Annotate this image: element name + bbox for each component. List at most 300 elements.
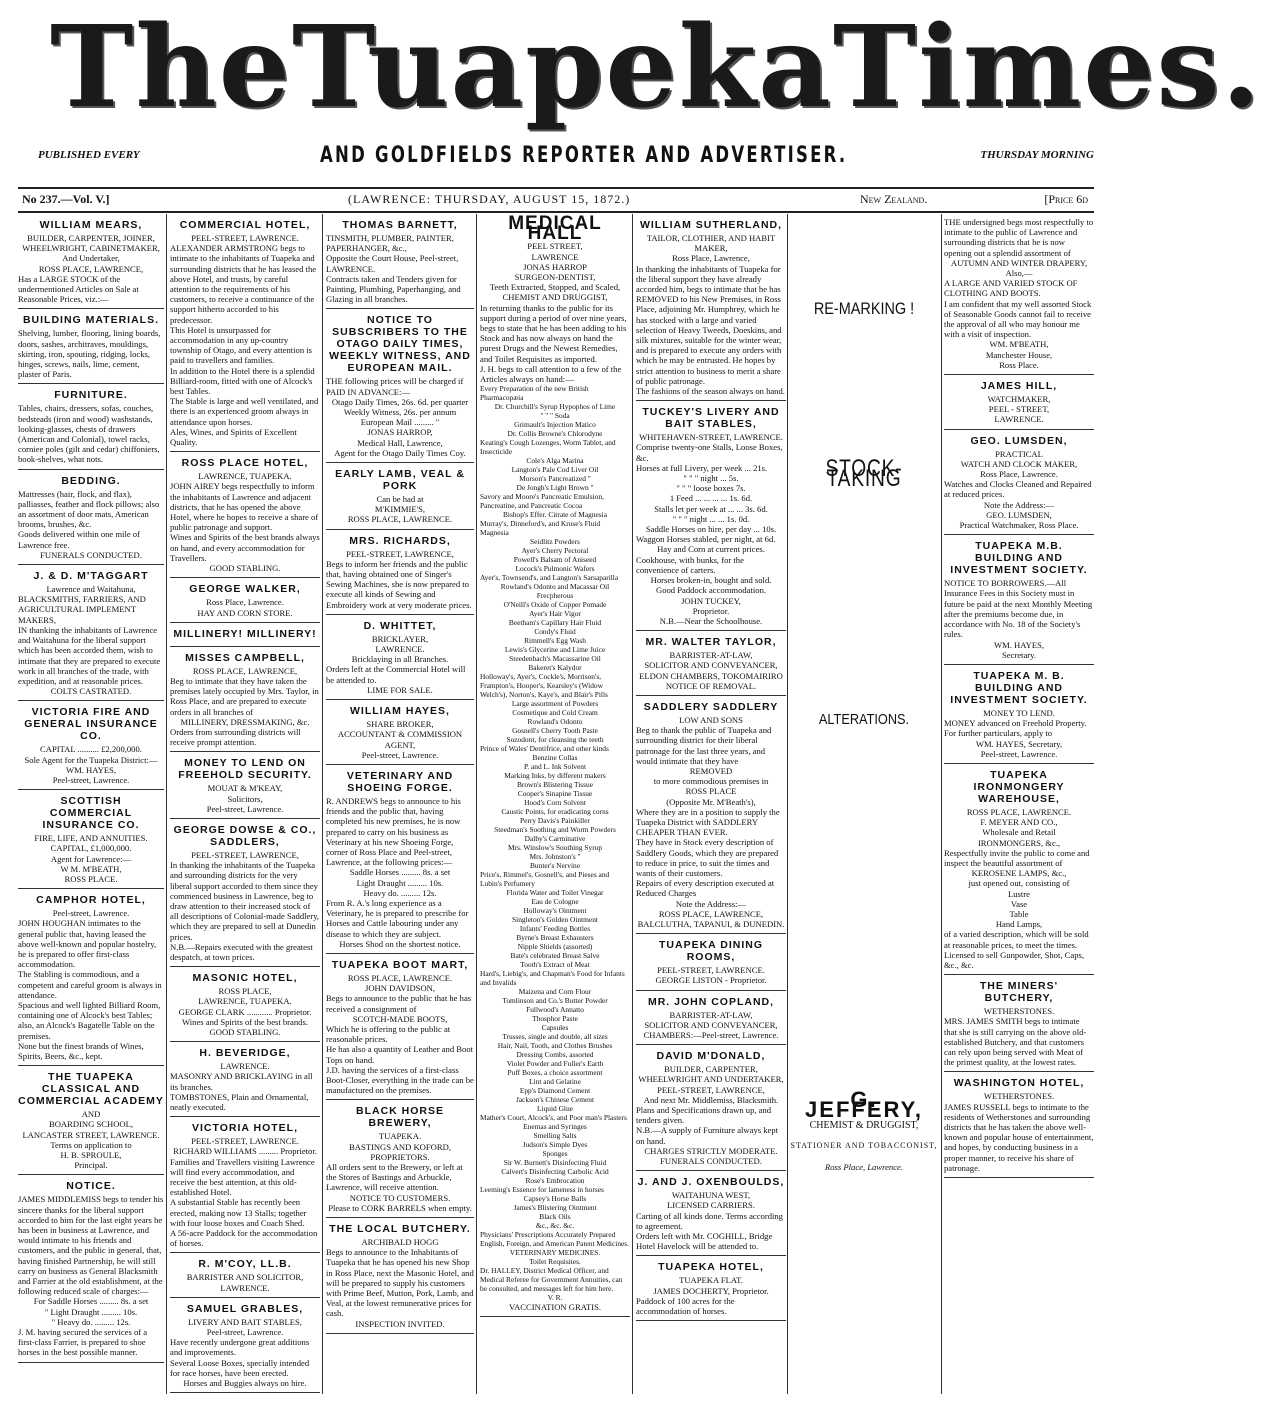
advert-text: Marking Inks, by different makers — [504, 771, 606, 781]
advert-text: Perry Davis's Painkiller — [520, 816, 590, 826]
advert-text: ROSS PLACE, LAWRENCE. — [347, 514, 453, 525]
title-word-times: Times. — [832, 1, 1263, 133]
advertisement — [636, 1171, 786, 1256]
advert-text: And Undertaker, — [62, 253, 120, 264]
advert-text: J. H. begs to call attention to a few of the Articles always on hand:— — [480, 363, 622, 385]
advert-text: Horses broken-in, bought and sold. — [650, 575, 772, 586]
advert-text: W M. M'BEATH, — [60, 863, 122, 874]
advert-text: Powell's Balsam of Aniseed — [513, 555, 597, 565]
advertisement — [944, 535, 1094, 665]
advert-text: Solicitors, — [227, 793, 263, 804]
advert-text: Plans and Specifications drawn up, and tenders given. — [636, 1105, 772, 1126]
advert-text: European Mail ......... " — [360, 417, 440, 428]
advert-text: Opposite the Court House, Peel-street, LAWRENCE. — [326, 253, 459, 274]
advertisement — [326, 700, 474, 765]
advert-heading: J. & D. M'TAGGART — [33, 570, 149, 583]
advert-text: to more commodious premises in — [653, 776, 769, 787]
advert-text: BUILDER, CARPENTER, JOINER, — [27, 233, 155, 243]
advertisement — [170, 1117, 320, 1253]
advert-heading: WILLIAM MEARS, — [39, 219, 143, 231]
advert-text: Begs to announce to the public that he has received a consignment of — [326, 993, 472, 1014]
advert-heading: THE LOCAL BUTCHERY. — [329, 1223, 471, 1236]
advert-heading: JAMES HILL, — [980, 380, 1058, 393]
advert-text: Every Preparation of the new British Pharmacopæia — [480, 384, 589, 403]
advert-text: ELDON CHAMBERS, TOKOMAIRIRO — [639, 670, 783, 681]
advert-text: In thanking the inhabitants of the Tuapeka and surrounding districts for the very liberal support accorded to them since they commenced business in Lawrence, beg to draw attention to their increased stock of all descriptions of Colonial-made Saddlery, which they are prepared to sell at Dunedin prices. — [170, 860, 320, 942]
advert-text: Condy's Fluid — [534, 627, 576, 637]
subtitle: AND GOLDFIELDS REPORTER AND ADVERTISER. — [320, 143, 848, 168]
jeffery-name: G. JEFFERY, — [805, 1086, 923, 1123]
advert-text: F. MEYER AND CO., — [980, 817, 1058, 828]
advert-text: AND — [81, 1109, 101, 1120]
advert-text: Orders left at the Commercial Hotel will be attended to. — [326, 664, 466, 685]
advert-text: Shelving, lumber, flooring, lining boards, doors, sashes, architraves, mouldings, skirting, iron, spouting, ridging, locks, hinges, screws, nails, lime, cement, plaster of Paris. — [18, 328, 161, 380]
advert-text: Large assortment of Powders — [511, 699, 599, 709]
advert-text: All orders sent to the Brewery, or left at the Stores of Bastings and Arbuckle, Lawrence, will receive attention. — [326, 1162, 463, 1193]
issue-number: No 237.—Vol. V.] — [22, 192, 110, 206]
advert-text: Seidlitz Powders — [530, 537, 580, 547]
column-1 — [18, 214, 164, 1394]
advert-text: Beg to intimate that they have taken the premises lately occupied by Mrs. Taylor, in Ross Place, and are prepared to execute orders in all branches of — [170, 675, 319, 717]
advert-text: SOLICITOR AND CONVEYANCER, — [644, 660, 778, 671]
advert-text: THE following prices will be charged if PAID IN ADVANCE:— — [326, 376, 464, 397]
advert-text: Licensed to sell Gunpowder, Shot, Caps, &c., &c. — [944, 949, 1085, 970]
thursday-morning: THURSDAY MORNING — [980, 149, 1094, 161]
advert-heading: CAMPHOR HOTEL, — [36, 894, 146, 907]
advert-text: Wholesale and Retail — [982, 827, 1056, 838]
advert-text: WATCHMAKER, — [987, 394, 1051, 405]
advert-text: Bricklaying in all Branches. — [351, 654, 449, 665]
advert-heading: GEORGE WALKER, — [189, 583, 301, 596]
advertisement — [170, 452, 320, 578]
advert-heading: THE MINERS' BUTCHERY, — [979, 980, 1059, 1005]
advert-text: Mather's Court, Alcock's, and Poor man's Plasters — [480, 1113, 627, 1123]
advert-text: Dr. Collis Browne's Chlorodyne — [507, 429, 603, 439]
advert-text: TINSMITH, PLUMBER, PAINTER, PAPERHANGER, &c., — [326, 233, 454, 254]
advert-heading: MISSES CAMPBELL, — [185, 651, 305, 664]
advert-text: Jackson's Chinese Cement — [515, 1095, 595, 1105]
dateline — [18, 187, 1094, 213]
advert-text: Ayer's Cherry Pectoral — [521, 546, 589, 556]
advert-text: Dressing Combs, assorted — [516, 1050, 594, 1060]
advert-text: LAWRENCE. — [220, 1061, 270, 1072]
advert-text: VETERINARY MEDICINES. — [509, 1248, 601, 1258]
advert-text: JAMES DOCHERTY, Proprietor. — [653, 1285, 769, 1296]
advertisement — [480, 214, 630, 1317]
column-rule — [322, 214, 323, 1394]
advert-text: Holloway's, Ayer's, Cockle's, Morrison's, Frampton's, Hooper's, Kearsley's (Widow Welch's), Norton's, Kaye's, and Blair's Pills — [480, 672, 608, 700]
advert-text: (Opposite Mr. M'Beath's), — [666, 796, 756, 807]
advert-text: JOHN HOUGHAN intimates to the general public that, having leased the above well-known and popular hostelry, he is prepared to offer first-class accommodation. — [18, 918, 157, 970]
advert-text: Singleton's Golden Ointment — [512, 915, 598, 925]
advert-text: GOOD STABLING. — [209, 1026, 281, 1037]
advert-text: Note the Address:— — [675, 898, 747, 909]
advertisement — [326, 1218, 474, 1334]
advert-heading: MEDICAL HALL — [508, 213, 602, 245]
advert-text: SURGEON-DENTIST, — [514, 272, 596, 283]
advert-text: In returning thanks to the public for its support during a period of over nine years, begs to state that he has been adding to his Stock and has now always on hand the purest Drugs and the Newest Remedies, and Toilet Requisites as imported. — [480, 302, 627, 364]
advert-text: Beg to thank the public of Tuapeka and surrounding district for their liberal patronage for the last three years, and would intimate that they have — [636, 725, 772, 766]
advert-text: WHEELWRIGHT AND UNDERTAKER, — [638, 1074, 784, 1085]
advert-text: Sole Agent for the Tuapeka District:— — [24, 754, 158, 765]
advert-text: Terms on application to — [50, 1139, 132, 1150]
advert-text: Brown's Blistering Tissue — [516, 780, 594, 790]
advert-text: TUAPEKA. — [378, 1131, 422, 1142]
advert-text: Horses at full Livery, per week ... 21s. — [636, 462, 768, 473]
advert-text: Families and Travellers visiting Lawrence will find every accommodation, and receive the best attention, at this old-established Hotel. — [170, 1156, 315, 1198]
advert-text: Sozodont, for cleansing the teeth — [506, 735, 604, 745]
advert-text: AUTUMN AND WINTER DRAPERY, — [950, 257, 1088, 268]
advert-text: PEEL-STREET, LAWRENCE. — [191, 1136, 299, 1147]
advert-text: LIVERY AND BAIT STABLES, — [188, 1316, 302, 1327]
advert-text: Black Oils — [539, 1212, 571, 1222]
advert-text: Carting of all kinds done. Terms according to agreement. — [636, 1210, 783, 1231]
advert-text: BARRISTER AND SOLICITOR, — [186, 1272, 304, 1283]
advert-text: Stalls let per week at ... ... 3s. 6d. — [654, 503, 768, 514]
advert-text: BARRISTER-AT-LAW, — [669, 650, 753, 661]
advert-text: Smelling Salts — [533, 1131, 577, 1141]
advert-text: MONEY TO LEND. — [983, 707, 1055, 718]
jeffery-trade-2: STATIONER AND TOBACCONIST, — [790, 1141, 938, 1151]
advert-heading: GEO. LUMSDEN, — [970, 434, 1068, 447]
advert-text: 1 Feed ... ... ... ... 1s. 6d. — [669, 493, 753, 504]
advert-text: Eau de Cologne — [531, 897, 579, 907]
advert-text: Tables, chairs, dressers, sofas, couches, bedsteads (iron and wood) washstands, looking-glasses, chests of drawers (American and Colonial), towel racks, corniee poles (gilt and cedar) chiffoniers, book-shelves, what nots. — [18, 403, 160, 465]
advertisement — [18, 1066, 164, 1175]
advert-text: Principal. — [74, 1160, 108, 1171]
advert-text: Practical Watchmaker, Ross Place. — [959, 520, 1079, 531]
advert-heading: J. AND J. OXENBOULDS, — [637, 1176, 785, 1189]
advert-text: Contracts taken and Tenders given for Painting, Plumbing, Paperhanging, and Glazing in all branches. — [326, 273, 461, 305]
advert-text: Mrs. Winslow's Soothing Syrup — [507, 843, 603, 853]
advert-text: GEORGE CLARK ............ Proprietor. — [178, 1006, 312, 1017]
advert-text: Several Loose Boxes, specially intended for race horses, have been erected. — [170, 1357, 310, 1378]
advert-text: Epp's Diamond Cement — [519, 1086, 591, 1096]
advert-text: Gosnell's Cherry Tooth Paste — [512, 726, 598, 736]
advert-text: Cole's Alga Marina — [526, 456, 584, 466]
advert-text: Prince of Wales' Dentifrice, and other kinds — [480, 744, 609, 754]
advertisement — [944, 975, 1094, 1072]
advertisement — [944, 214, 1094, 375]
advert-text: V. R. — [547, 1293, 563, 1303]
advert-text: Table — [1009, 908, 1029, 919]
advert-text: just opened out, consisting of — [968, 878, 1070, 889]
advert-text: Bakeret's Kalydor — [528, 663, 582, 673]
advert-text: He has also a quantity of Leather and Boot Tops on hand. — [326, 1044, 474, 1065]
advert-text: Spacious and well lighted Billiard Room, containing one of Alcock's best Tables; also, an Alcock's Bagatelle Table on the premises. — [18, 999, 161, 1041]
column-rule — [476, 214, 477, 1394]
advert-text: Dr. HALLEY, District Medical Officer, and Medical Referee for Government Annuities, can be consulted, and messages left for him here. — [480, 1266, 623, 1294]
advert-text: FIRE, LIFE, AND ANNUITIES. — [34, 833, 148, 844]
advert-heading: BLACK HORSE BREWERY, — [355, 1105, 444, 1130]
advert-text: And next Mr. Middlemiss, Blacksmith. — [643, 1094, 779, 1105]
advert-text: JONAS HARROP — [523, 261, 587, 272]
advert-text: BUILDER, CARPENTER, — [664, 1064, 758, 1075]
advert-text: ROSS PLACE, — [218, 986, 272, 997]
advert-text: Byrne's Breast Exhausters — [516, 933, 594, 943]
advert-text: Sponges — [542, 1149, 568, 1159]
advert-text: Peel-street, Lawrence. — [52, 774, 130, 785]
advert-text: De Jongh's Light Brown " — [516, 483, 594, 493]
advert-text: JAMES RUSSELL begs to intimate to the residents of Wetherstones and surrounding districts that he has taken the above well-known and popular house of entertainment, and hopes, by conducting business in a proper manner, to receive his share of patronage. — [944, 1101, 1094, 1173]
advert-text: LAWRENCE. — [375, 644, 425, 655]
advertisement — [170, 1298, 320, 1393]
advert-text: Florida Water and Toilet Vinegar — [506, 888, 604, 898]
advertisement — [326, 954, 474, 1100]
advert-text: H. B. SPROULE, — [60, 1150, 122, 1160]
advert-text: Paddock of 100 acres for the accommodation of horses. — [636, 1295, 735, 1317]
advert-text: BLACKSMITHS, FARRIERS, AND AGRICULTURAL IMPLEMENT MAKERS, — [18, 594, 146, 625]
advert-heading: COMMERCIAL HOTEL, — [179, 219, 311, 231]
advert-text: Good Paddock accommodation. — [655, 585, 767, 596]
advert-text: PEEL-STREET, LAWRENCE, — [346, 548, 454, 559]
advert-text: Infants' Feeding Bottles — [519, 924, 591, 934]
advert-text: BRICKLAYER, — [371, 633, 429, 644]
advert-text: ROSS PLACE — [685, 786, 737, 797]
advertisement — [636, 991, 786, 1046]
advert-text: N.B.—Near the Schoolhouse. — [659, 615, 763, 626]
advert-text: " Light Draught ......... 10s. — [44, 1306, 138, 1317]
advert-text: Light Draught ......... 10s. — [356, 877, 444, 888]
advert-text: Langton's Pale Cod Liver Oil — [511, 465, 599, 475]
advert-text: Dr. Churchill's Syrup Hypophos of Lime — [494, 402, 616, 412]
advert-text: The Stable is large and well ventilated, and there is an experienced groom always in attendance upon horses. — [170, 396, 319, 427]
advert-text: ALEXANDER ARMSTRONG begs to intimate to the inhabitants of Tuapeka and surrounding districts that he has leased the above Hotel, and trusts, by careful attention to the requirements of his customers, to receive a continuance of the support hitherto accorded to his predecessor. — [170, 243, 317, 325]
advertisement — [636, 696, 786, 934]
advert-text: Can be had at — [376, 494, 424, 505]
advertisement — [18, 214, 164, 309]
advert-text: Puff Boxes, a choice assortment — [507, 1068, 603, 1078]
advert-heading: SCOTTISH COMMERCIAL INSURANCE CO. — [42, 795, 140, 832]
advert-text: LAWRENCE — [531, 251, 579, 262]
advert-text: " " " loose boxes 7s. — [676, 483, 746, 494]
advert-text: Wines and Spirits of the best brands always on hand, and every accommodation for Travellers. — [170, 532, 320, 563]
column-5 — [636, 214, 786, 1394]
advertisement — [18, 309, 164, 384]
advert-text: Ross Place, Lawrence. — [980, 469, 1058, 480]
advert-text: CAPITAL .......... £2,200,000. — [40, 744, 142, 755]
advertisement — [18, 470, 164, 565]
advert-heading: MR. JOHN COPLAND, — [647, 995, 775, 1008]
advert-text: WM. HAYES, — [65, 764, 117, 775]
advert-text: M'KIMMIE'S, — [374, 504, 426, 515]
advert-text: ROSS PLACE, LAWRENCE, — [192, 665, 298, 676]
column-4 — [480, 214, 630, 1394]
advertisement — [170, 647, 320, 753]
advert-text: Frecpherous — [536, 591, 574, 601]
advert-text: Rose's Embrocation — [525, 1176, 585, 1186]
advert-text: MOUAT & M'KEAY, — [207, 783, 283, 794]
advertisement — [636, 1256, 786, 1321]
jeffery-address: Ross Place, Lawrence. — [825, 1161, 903, 1172]
advert-heading: MRS. RICHARDS, — [349, 534, 451, 547]
advert-text: SHARE BROKER, — [366, 719, 434, 730]
advert-text: For Saddle Horses ......... 8s. a set — [33, 1296, 149, 1307]
advert-text: Agent for the Otago Daily Times Coy. — [334, 447, 466, 458]
advert-heading: EARLY LAMB, VEAL & PORK — [335, 468, 465, 493]
advert-heading: TUAPEKA IRONMONGERY WAREHOUSE, — [973, 768, 1065, 805]
advert-text: Beetham's Capillary Hair Fluid — [508, 618, 602, 628]
advert-text: Orders from surrounding districts will receive prompt attention. — [170, 726, 301, 748]
advert-text: Savory and Moore's Pancreatic Emulsion, Pancreatine, and Pancreatic Cocoa — [480, 492, 604, 511]
advert-text: Hair, Nail, Tooth, and Clothes Brushes — [497, 1041, 613, 1051]
advert-text: COLTS CASTRATED. — [50, 686, 132, 697]
advert-heading: TUAPEKA DINING ROOMS, — [658, 939, 764, 964]
advert-heading: THOMAS BARNETT, — [342, 219, 458, 231]
advert-text: Manchester House, — [985, 349, 1053, 360]
advertisement — [636, 401, 786, 631]
advert-heading: VICTORIA FIRE AND GENERAL INSURANCE CO. — [24, 706, 158, 743]
advert-text: J. M. having secured the services of a first-class Farrier, is prepared to shoe horses in the best possible manner. — [18, 1327, 148, 1358]
advert-text: LANCASTER STREET, LAWRENCE. — [22, 1129, 160, 1140]
advertisement — [18, 565, 164, 701]
advert-text: Proprietor. — [692, 605, 730, 616]
column-3 — [326, 214, 474, 1394]
advert-heading: THE TUAPEKA CLASSICAL AND COMMERCIAL ACADEMY — [18, 1071, 164, 1108]
advert-text: WM. M'BEATH, — [989, 339, 1049, 350]
advert-text: of a varied description, which will be sold at reasonable prices, to meet the times. — [944, 929, 1089, 950]
advert-heading: NOTICE. — [66, 1180, 116, 1193]
advert-text: Cosmetique and Cold Cream — [512, 708, 598, 718]
advert-text: Bishop's Effer. Citrate of Magnesia — [502, 510, 608, 520]
advert-heading: TUCKEY'S LIVERY AND BAIT STABLES, — [642, 406, 780, 431]
advert-text: Hay and Corn at current prices. — [657, 544, 765, 555]
advert-text: In addition to the Hotel there is a splendid Billiard-room, fitted with one of Alcock's best Tables. — [170, 365, 315, 397]
advert-heading: FURNITURE. — [54, 389, 128, 402]
advert-heading: VETERINARY AND SHOEING FORGE. — [346, 769, 454, 794]
stocktaking-heading: STOCK-TAKING — [825, 455, 903, 493]
advert-text: Trusses, single and double, all sizes — [502, 1032, 608, 1042]
title-word-the: The — [50, 1, 293, 133]
advert-text: Respectfully invite the public to come and inspect the beautiful assortment of — [944, 847, 1090, 868]
masthead — [20, 1, 1263, 168]
advert-text: Also,— — [1005, 268, 1033, 279]
advert-text: Leeming's Essence for lameness in horses — [480, 1185, 604, 1195]
advert-text: Capsules — [541, 1023, 569, 1033]
advert-text: Comprise twenty-one Stalls, Loose Boxes, &c. — [636, 442, 783, 463]
advert-text: Bate's celebrated Breast Salve — [510, 951, 600, 961]
advertisement — [326, 615, 474, 700]
advertisement — [18, 384, 164, 469]
advert-text: CHEMIST AND DRUGGIST, — [502, 292, 608, 303]
advert-text: JONAS HARROP, — [367, 427, 433, 438]
subtitle-row — [20, 143, 1094, 173]
advert-heading: GEORGE DOWSE & CO., SADDLERS, — [173, 823, 317, 848]
advertisement — [170, 1253, 320, 1297]
advert-text: Saddle Horses on hire, per day ... 10s. — [645, 524, 777, 535]
advert-text: The fashions of the season always on hand. — [636, 386, 785, 397]
advert-heading: MONEY TO LEND ON FREEHOLD SECURITY. — [178, 757, 312, 782]
advert-text: Lustre — [1008, 888, 1030, 899]
advert-text: Ross Place. — [999, 359, 1039, 370]
advert-heading: WILLIAM SUTHERLAND, — [639, 219, 783, 231]
advert-text: Weekly Witness, 26s. per annum — [343, 407, 457, 418]
advert-text: ARCHIBALD HOGG — [361, 1237, 439, 1248]
advert-text: THE undersigned begs most respectfully to intimate to the public of Lawrence and surrounding districts that he is now opening out a splendid assortment of — [944, 217, 1094, 258]
advert-text: ROSS PLACE, LAWRENCE, — [38, 263, 144, 274]
advert-heading: BUILDING MATERIALS. — [22, 314, 160, 327]
advert-text: ROSS PLACE, LAWRENCE, — [658, 908, 764, 919]
advert-text: GEORGE LISTON - Proprietor. — [655, 975, 767, 986]
advert-text: WM. HAYES, Secretary, — [975, 738, 1063, 749]
advert-text: R. ANDREWS begs to announce to his friends and the public that, having completed his new premises, he is now prepared to carry on his business as Veterinary at his new Shoeing Forge, corner of Ross Place and Peel-street, Lawrence, at the following prices:— — [326, 795, 461, 868]
advert-text: Hood's Corn Solvent — [524, 798, 586, 808]
newspaper-title — [50, 1, 1263, 133]
advert-text: Cooper's Sinapine Tissue — [517, 789, 593, 799]
column-rule — [941, 214, 942, 1394]
advert-text: PEEL-STREET, LAWRENCE, — [657, 1084, 765, 1095]
advertisement — [944, 764, 1094, 975]
advert-text: LOW AND SONS — [679, 714, 743, 725]
advert-text: Otago Daily Times, 26s. 6d. per quarter — [331, 396, 469, 407]
advertisement — [944, 1072, 1094, 1178]
advert-text: MONEY advanced on Freehold Property. For further particulars, apply to — [944, 718, 1087, 739]
advert-text: TOMBSTONES, Plain and Ornamental, neatly executed. — [170, 1091, 309, 1112]
advert-text: James's Blistering Ointment — [513, 1203, 597, 1213]
advert-text: MILLINERY, DRESSMAKING, &c. — [180, 716, 310, 727]
advert-text: LAWRENCE. — [994, 414, 1044, 425]
advert-text: Peel-street, Lawrence. — [206, 803, 284, 814]
advert-heading: R. M'COY, LL.B. — [198, 1258, 292, 1271]
advertisement — [326, 765, 474, 954]
advert-text: IN thanking the inhabitants of Lawrence and Waitahuna for the liberal support which has been accorded them, wish to intimate that they are prepared to execute work in all branches of the trade, with expedition, and at reasonable prices. — [18, 624, 161, 686]
advert-heading: MILLINERY! MILLINERY! — [173, 627, 317, 640]
advert-heading: H. BEVERIDGE, — [199, 1047, 291, 1060]
advert-text: NOTICE OF REMOVAL. — [665, 680, 757, 691]
advert-text: Maizena and Corn Flour — [518, 987, 592, 997]
advert-text: VACCINATION GRATIS. — [509, 1302, 601, 1313]
advert-text: ACCOUNTANT & COMMISSION AGENT, — [337, 729, 463, 750]
advert-text: " " " Soda — [540, 411, 570, 421]
advert-text: SOLICITOR AND CONVEYANCER, — [644, 1019, 778, 1030]
advert-text: WATCH AND CLOCK MAKER, — [960, 458, 1078, 469]
advert-text: CAPITAL, £1,000,000. — [50, 843, 132, 854]
advert-text: Enemas and Syringes — [523, 1122, 587, 1132]
advert-text: Peel-street, Lawrence. — [206, 1327, 284, 1338]
advert-text: Please to CORK BARRELS when empty. — [328, 1202, 472, 1213]
advert-text: JOHN TUCKEY, — [681, 595, 741, 606]
advertisement — [636, 1045, 786, 1171]
advert-text: Rowland's Odonto — [527, 717, 583, 727]
advertisement — [170, 214, 320, 452]
advert-text: Medical Hall, Lawrence, — [357, 437, 443, 448]
advertisement — [326, 530, 474, 615]
advert-text: Which he is offering to the public at reasonable prices. — [326, 1023, 451, 1045]
advert-heading: SAMUEL GRABLES, — [186, 1302, 304, 1315]
advert-text: I am confident that my well assorted Stock of Seasonable Goods cannot fail to receive the approval of all who may honour me with a visit of inspection. — [944, 298, 1092, 340]
advert-text: Wines and Spirits of the best brands. — [182, 1016, 308, 1027]
advert-text: A 56-acre Paddock for the accommodation of horses. — [170, 1228, 318, 1249]
advert-text: Caustic Points, for eradicating corns — [501, 807, 609, 817]
advert-text: TAILOR, CLOTHIER, AND HABIT MAKER, — [646, 233, 776, 254]
advert-text: Sir W. Burnett's Disinfecting Fluid — [503, 1158, 607, 1168]
advert-heading: BEDDING. — [61, 474, 121, 487]
advertisement — [944, 665, 1094, 764]
advert-heading: MR. WALTER TAYLOR, — [645, 636, 777, 649]
advertisement — [18, 701, 164, 790]
advert-text: CHARGES STRICTLY MODERATE. — [644, 1145, 778, 1156]
advertisement — [944, 430, 1094, 536]
advert-text: PEEL-STREET, LAWRENCE. — [657, 965, 765, 976]
advert-text: Physicians' Prescriptions Accurately Prepared — [480, 1230, 616, 1240]
advert-text: Violet Powder and Fuller's Earth — [506, 1059, 604, 1069]
advert-text: JAMES MIDDLEMISS begs to tender his sincere thanks for the liberal support accorded to him for the last eight years he has been in business at Lawrence, and would intimate to his friends and customers, and the public in general, that, having finished Partnership, he will still carry on business as General Blacksmith and Farrier at the old establishment, at the following reduced scale of charges:— — [18, 1194, 164, 1297]
advertisement — [326, 463, 474, 530]
advert-text: Mrs. Johnston's " — [529, 852, 581, 862]
advert-text: Rowland's Odonto and Macassar Oil — [500, 582, 610, 592]
advert-text: Murray's, Dinneford's, and Kruse's Fluid Magnesia — [480, 519, 601, 538]
advert-text: JOHN DAVIDSON, — [364, 983, 436, 994]
